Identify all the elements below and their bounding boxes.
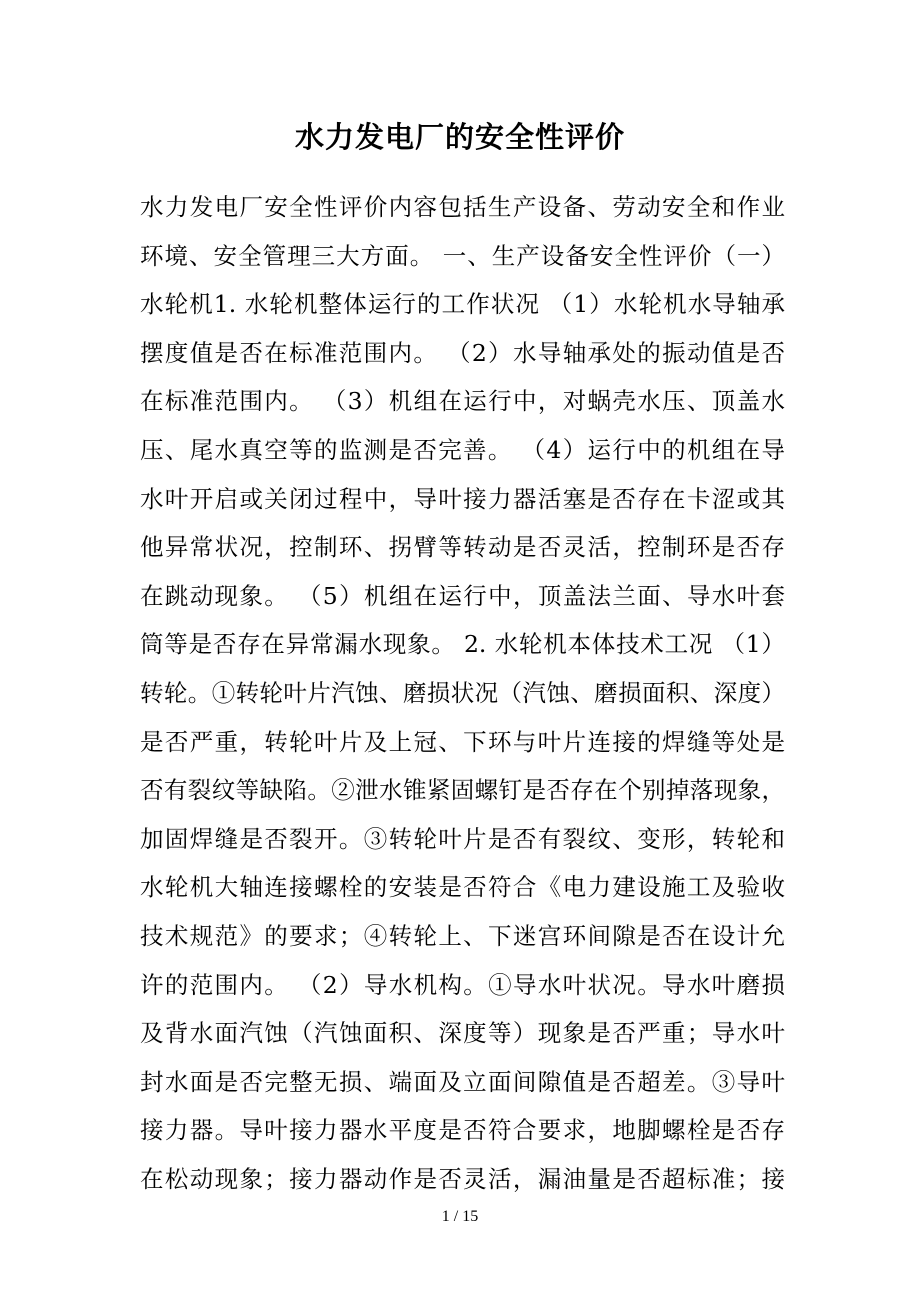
body-line: 封水面是否完整无损、端面及立面间隙值是否超差。③导叶 [140,1067,785,1096]
body-line: 在松动现象；接力器动作是否灵活，漏油量是否超标准；接 [140,1164,785,1193]
body-line: 接力器。导叶接力器水平度是否符合要求，地脚螺栓是否存 [140,1116,785,1145]
body-line: 水轮机1. 水轮机整体运行的工作状况 （1）水轮机水导轴承 [140,290,785,319]
body-line: 在标准范围内。 （3）机组在运行中，对蜗壳水压、顶盖水 [140,387,785,416]
body-line: 环境、安全管理三大方面。 一、生产设备安全性评价（一） [140,241,785,270]
body-line: 他异常状况，控制环、拐臂等转动是否灵活，控制环是否存 [140,533,785,562]
document-body [140,183,785,1203]
body-line: 水叶开启或关闭过程中，导叶接力器活塞是否存在卡涩或其 [140,484,785,513]
body-line: 水力发电厂安全性评价内容包括生产设备、劳动安全和作业 [140,193,785,221]
body-line: 转轮。①转轮叶片汽蚀、磨损状况（汽蚀、磨损面积、深度） [140,678,785,707]
body-line: 及背水面汽蚀（汽蚀面积、深度等）现象是否严重；导水叶 [140,1019,785,1048]
body-line: 是否严重，转轮叶片及上冠、下环与叶片连接的焊缝等处是 [140,727,785,756]
body-line: 摆度值是否在标准范围内。 （2）水导轴承处的振动值是否 [140,338,785,367]
body-line: 筒等是否存在异常漏水现象。 2. 水轮机本体技术工况 （1） [140,630,785,659]
body-line: 技术规范》的要求；④转轮上、下迷宫环间隙是否在设计允 [140,921,785,950]
body-line: 水轮机大轴连接螺栓的安装是否符合《电力建设施工及验收 [140,873,785,902]
body-line: 加固焊缝是否裂开。③转轮叶片是否有裂纹、变形，转轮和 [140,824,785,853]
page-number: 1 / 15 [441,1208,479,1225]
body-line: 压、尾水真空等的监测是否完善。 （4）运行中的机组在导 [140,435,785,464]
body-line: 在跳动现象。 （5）机组在运行中，顶盖法兰面、导水叶套 [140,581,785,610]
body-line: 许的范围内。 （2）导水机构。①导水叶状况。导水叶磨损 [140,970,785,999]
document-title: 水力发电厂的安全性评价 [294,120,625,154]
body-line: 否有裂纹等缺陷。②泄水锥紧固螺钉是否存在个别掉落现象， [140,776,785,805]
